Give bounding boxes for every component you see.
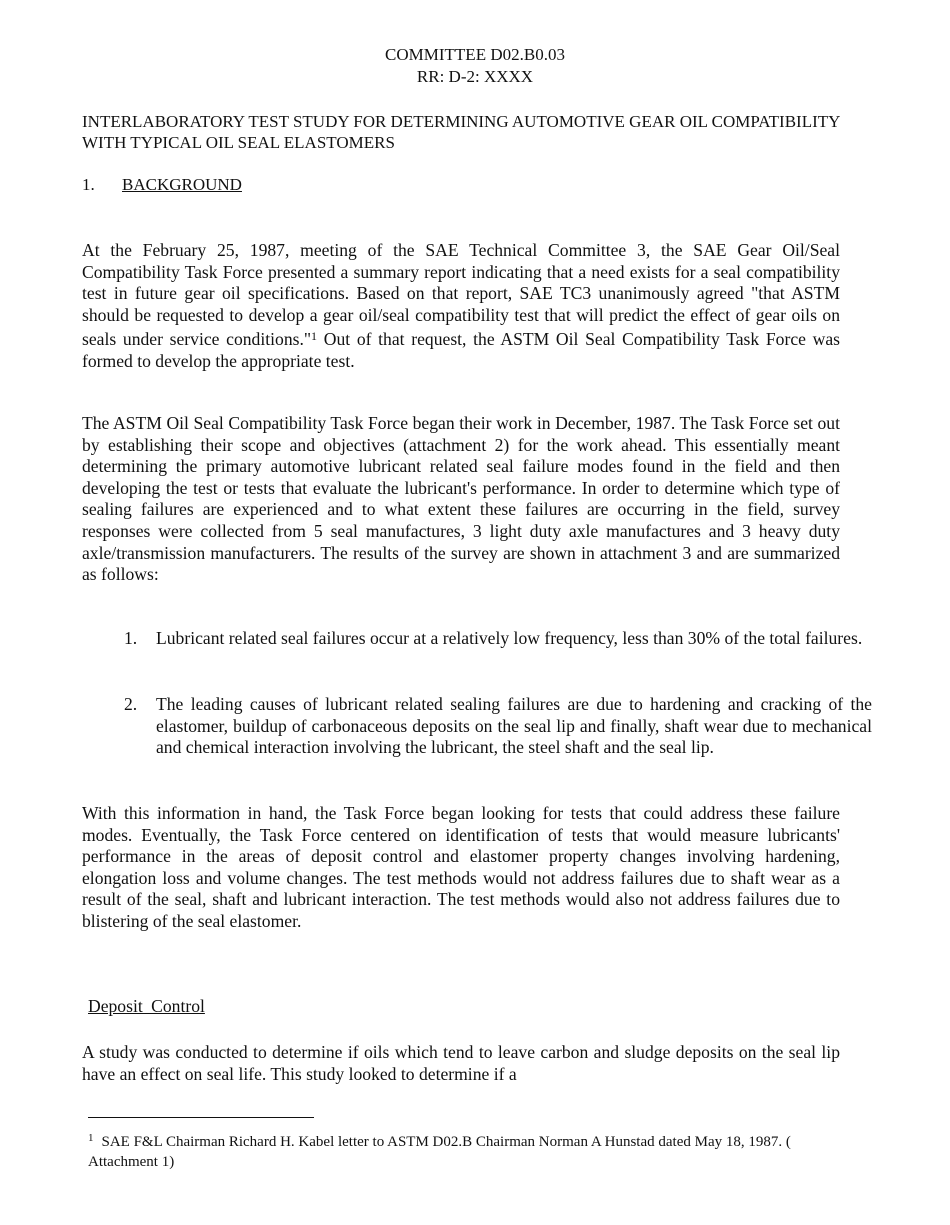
footnote-divider [88,1117,314,1118]
section-label: BACKGROUND [122,175,242,194]
paragraph-1 [82,240,840,373]
section-heading [82,175,242,195]
footnote [88,1128,848,1172]
rr-line: RR: D-2: XXXX [416,67,534,86]
list-item-number: 2. [124,694,138,714]
footnote-marker: 1 [88,1132,94,1144]
subheading-deposit-control: Deposit Control [88,996,205,1016]
document-header [0,44,950,88]
paragraph-2: The ASTM Oil Seal Compatibility Task Force began their work in December, 1987. The Task Force set out by establishing their scope and objectives (attachment 2) for the work ahead. This essentially meant determining the primary automotive lubricant related seal failure modes found in the field and then developing the test or tests that evaluate the lubricant's performance. In order to determine which type of sealing failures are experienced and to what extent these failures are occurring in the field, survey responses were collected from 5 seal manufactures, 3 light duty axle manufactures and 3 heavy duty axle/transmission manufacturers. The results of the survey are shown in attachment 3 and are summarized as follows: [82,413,840,585]
paragraph-1-text-a: At the February 25, 1987, meeting of the SAE Technical Committee 3, the SAE Gear Oil/Seal Compatibility Task Force presented a summary report indicating that a need exists for a seal compatibility test in future gear oil specifications. Based on that report, SAE TC3 unanimously agreed "that ASTM should be requested to develop a gear oil/seal compatibility test that will predict the effect of gear oils on seals under service conditions." [82,240,840,350]
list-item-text: The leading causes of lubricant related sealing failures are due to hardening and cracking of the elastomer, buildup of carbonaceous deposits on the seal lip and finally, shaft wear due to mechanical and chemical interaction involving the lubricant, the steel shaft and the seal lip. [156,694,872,758]
list-item-text: Lubricant related seal failures occur at a relatively low frequency, less than 30% of the total failures. [156,628,863,648]
section-number: 1. [82,175,95,194]
committee-line: COMMITTEE D02.B0.03 [385,45,565,64]
list-item-number: 1. [124,628,138,648]
list-item [124,628,872,650]
list-item [124,694,872,759]
document-title: INTERLABORATORY TEST STUDY FOR DETERMINING AUTOMOTIVE GEAR OIL COMPATIBILITY WITH TYPICAL OIL SEAL ELASTOMERS [82,112,840,152]
paragraph-3: With this information in hand, the Task Force began looking for tests that could address these failure modes. Eventually, the Task Force centered on identification of tests that would measure lubricants' performance in the areas of deposit control and elastomer property changes involving hardening, elongation loss and volume changes. The test methods would not address failures due to shaft wear as a result of the seal, shaft and lubricant interaction. The test methods would also not address failures due to blistering of the seal elastomer. [82,803,840,931]
footnote-ref: 1 [311,329,318,344]
footnote-text: SAE F&L Chairman Richard H. Kabel letter to ASTM D02.B Chairman Norman A Hunstad dated May 18, 1987. ( Attachment 1) [88,1134,791,1170]
paragraph-1-text-b: Out of that request, the ASTM Oil Seal Compatibility Task Force was formed to develop the appropriate test. [82,329,840,371]
paragraph-4: A study was conducted to determine if oils which tend to leave carbon and sludge deposits on the seal lip have an effect on seal life. This study looked to determine if a [82,1042,840,1084]
